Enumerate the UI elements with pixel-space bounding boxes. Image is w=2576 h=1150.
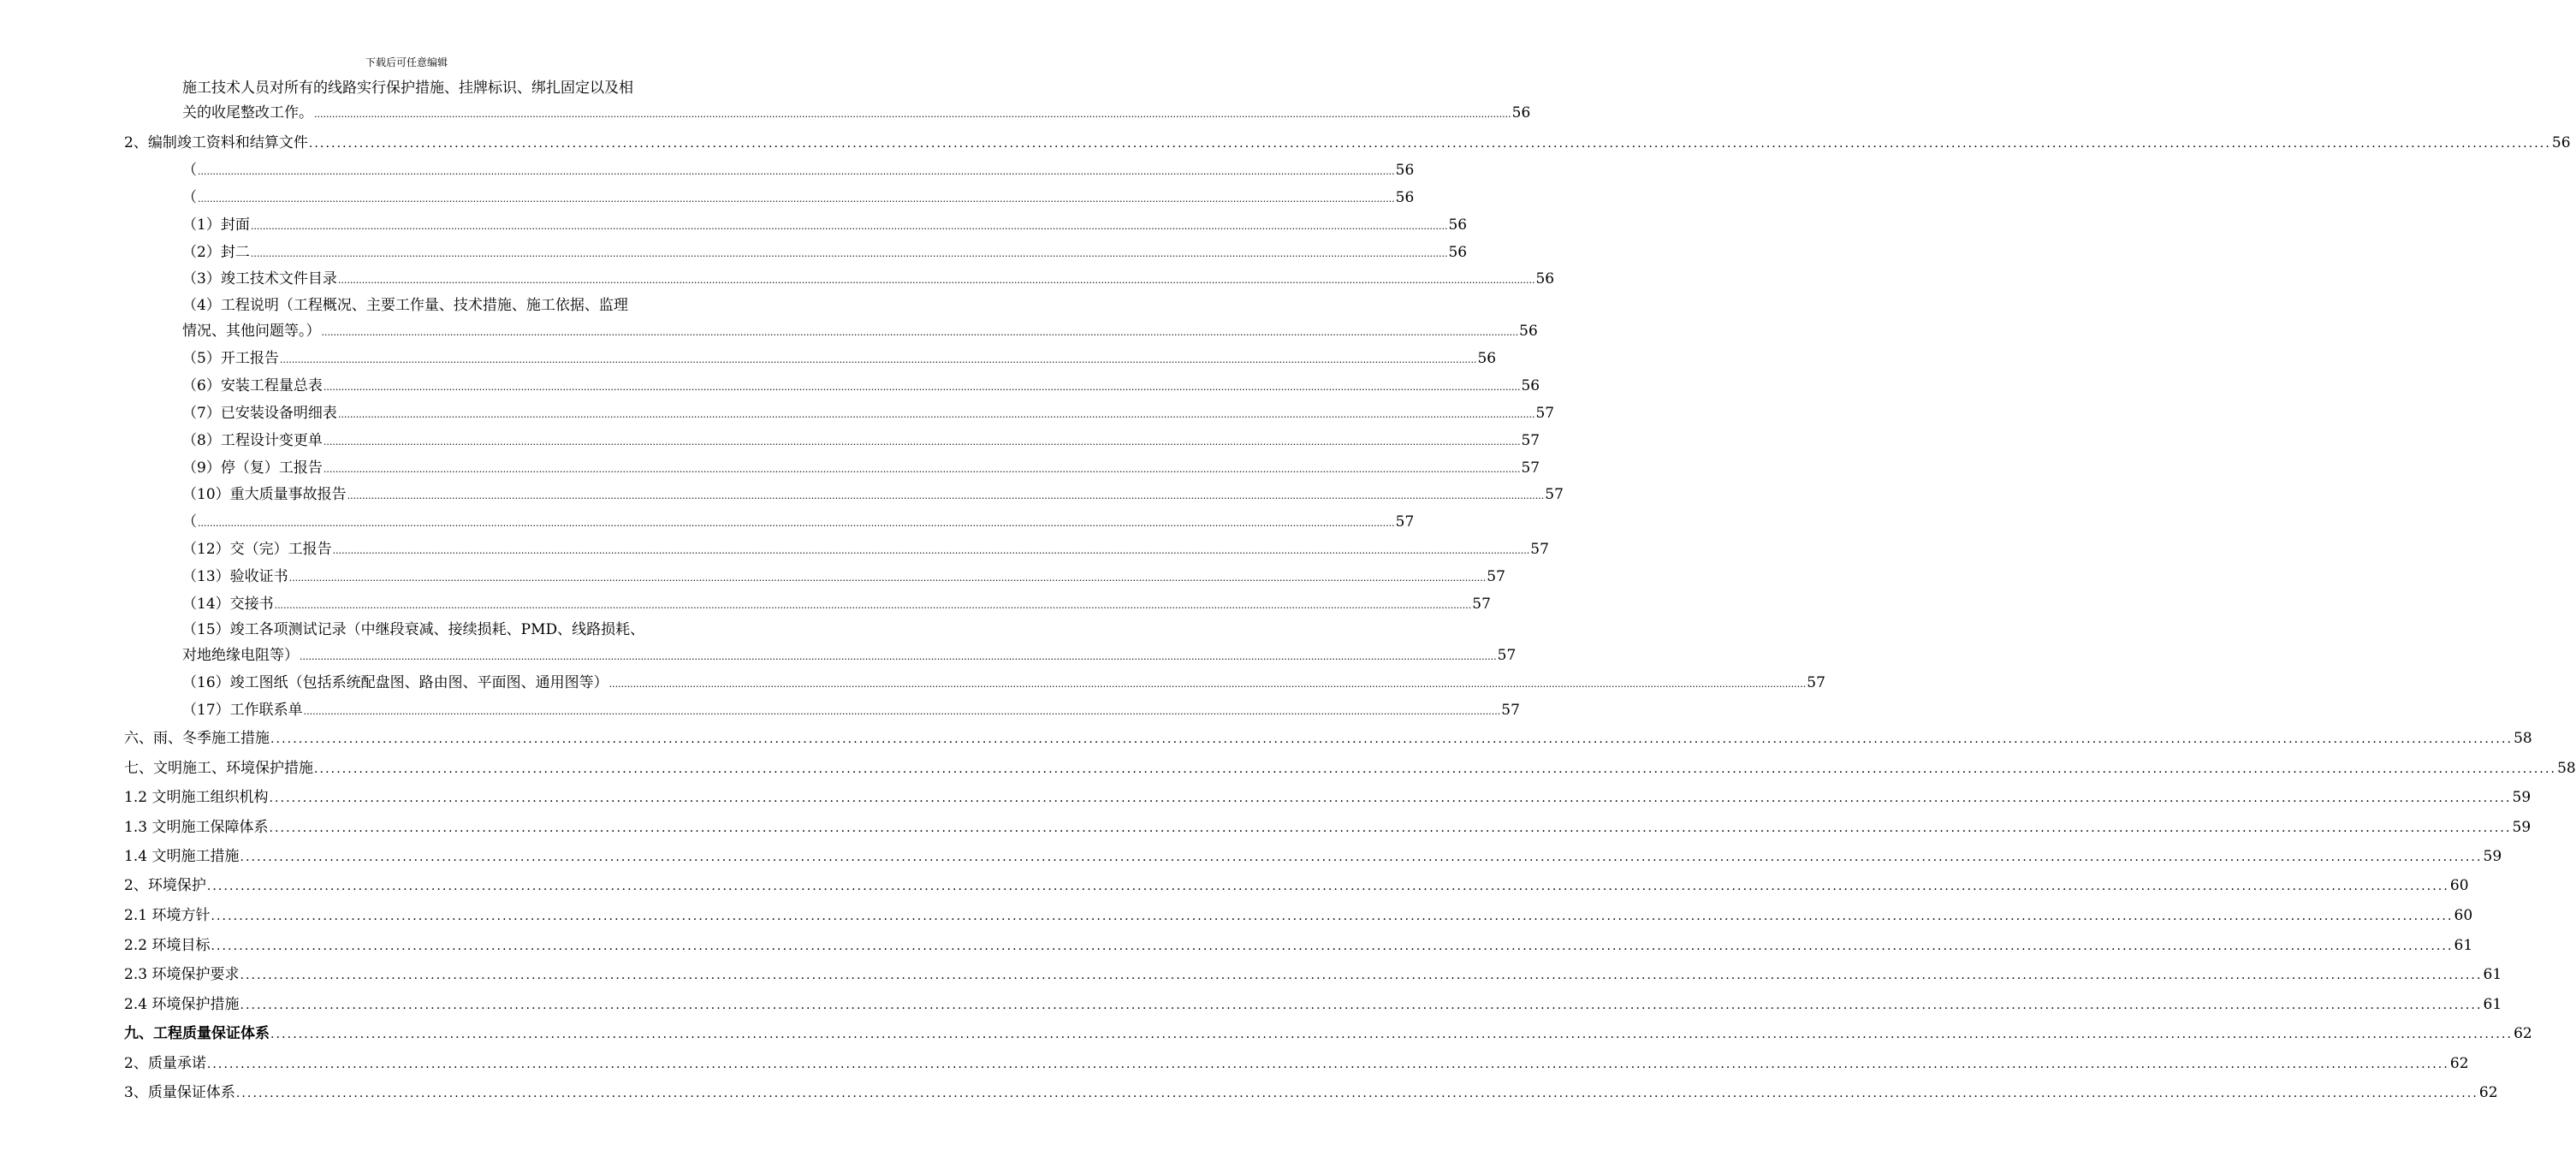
toc-entry[interactable]: [182, 162, 1415, 179]
toc-dot-leader: ................................................................................................................................................................................................................................................................................................................................................................................................................: [332, 545, 1530, 556]
toc-entry[interactable]: [182, 189, 1415, 206]
toc-entry[interactable]: [182, 568, 1505, 585]
toc-entry[interactable]: [182, 350, 1497, 367]
toc-entry-title: 关的收尾整改工作。: [182, 104, 313, 122]
toc-entry-title: 2.2 环境目标: [124, 937, 211, 954]
toc-entry[interactable]: [182, 323, 1538, 340]
toc-entry[interactable]: [124, 1055, 2469, 1072]
toc-dot-leader: ................................................................................................................................................................................................................................................................................................................................................................................................................: [337, 409, 1535, 420]
toc-page-number: 57: [1807, 674, 1825, 691]
toc-page-number: 61: [2454, 937, 2473, 954]
toc-entry-first-line: 施工技术人员对所有的线路实行保护措施、挂牌标识、绑扎固定以及相: [182, 80, 633, 97]
toc-page-number: 56: [1448, 216, 1468, 234]
toc-entry-title: 1.4 文明施工措施: [124, 848, 240, 865]
toc-dot-leader: ................................................................................................................................................................................................................................................................................................................................................................................................................: [321, 327, 1519, 338]
toc-page-number: 59: [2512, 819, 2531, 836]
toc-dot-leader: ................................................................................................................................................................................................................................................................................................................................................................................................................: [279, 354, 1477, 365]
toc-page-number: 61: [2483, 966, 2502, 983]
toc-entry-first-line: （15）竣工各项测试记录（中继段衰减、接续损耗、PMD、线路损耗、: [182, 621, 645, 638]
toc-entry[interactable]: [182, 244, 1468, 261]
toc-entry[interactable]: [124, 937, 2473, 954]
toc-page-number: 58: [2557, 760, 2576, 777]
toc-entry-title: （12）交（完）工报告: [182, 541, 332, 558]
toc-entry-title: （3）竣工技术文件目录: [182, 270, 337, 288]
toc-entry[interactable]: [124, 877, 2469, 894]
toc-dot-leader: ................................................................................................................................................................................................................................................................................................................................................................................................................: [270, 1028, 2514, 1041]
toc-entry-title: （8）工程设计变更单: [182, 432, 323, 449]
toc-page-number: 57: [1395, 513, 1415, 531]
toc-dot-leader: ................................................................................................................................................................................................................................................................................................................................................................................................................: [323, 436, 1521, 448]
toc-entry-title: 六、雨、冬季施工措施: [124, 730, 270, 747]
toc-page-number: 56: [1448, 244, 1468, 261]
toc-page-number: 57: [1472, 596, 1491, 613]
toc-entry[interactable]: [182, 596, 1491, 613]
toc-entry[interactable]: [182, 702, 1520, 719]
toc-page-number: 57: [1521, 432, 1540, 449]
toc-entry[interactable]: [124, 730, 2532, 747]
toc-entry[interactable]: [182, 216, 1468, 234]
toc-dot-leader: ................................................................................................................................................................................................................................................................................................................................................................................................................: [608, 679, 1807, 690]
toc-entry-title: （7）已安装设备明细表: [182, 405, 337, 422]
toc-dot-leader: ................................................................................................................................................................................................................................................................................................................................................................................................................: [250, 248, 1448, 259]
toc-entry-title: （9）停（复）工报告: [182, 459, 323, 477]
toc-entry-title: 情况、其他问题等。）: [182, 323, 321, 340]
toc-dot-leader: ................................................................................................................................................................................................................................................................................................................................................................................................................: [211, 910, 2454, 923]
toc-dot-leader: ................................................................................................................................................................................................................................................................................................................................................................................................................: [206, 880, 2449, 893]
toc-entry-title: 1.3 文明施工保障体系: [124, 819, 269, 836]
toc-dot-leader: ................................................................................................................................................................................................................................................................................................................................................................................................................: [240, 969, 2483, 982]
toc-entry-title: （6）安装工程量总表: [182, 377, 323, 394]
toc-dot-leader: ................................................................................................................................................................................................................................................................................................................................................................................................................: [198, 193, 1395, 205]
toc-entry-title: （: [182, 162, 197, 179]
toc-dot-leader: ................................................................................................................................................................................................................................................................................................................................................................................................................: [198, 166, 1395, 177]
toc-dot-leader: ................................................................................................................................................................................................................................................................................................................................................................................................................: [314, 109, 1511, 120]
toc-dot-leader: ................................................................................................................................................................................................................................................................................................................................................................................................................: [314, 762, 2557, 776]
toc-page-number: 57: [1521, 459, 1540, 477]
toc-entry-title: （17）工作联系单: [182, 702, 303, 719]
toc-dot-leader: ................................................................................................................................................................................................................................................................................................................................................................................................................: [303, 706, 1501, 717]
toc-page-number: 60: [2454, 907, 2473, 924]
toc-dot-leader: ................................................................................................................................................................................................................................................................................................................................................................................................................: [269, 821, 2512, 835]
toc-entry-title: （16）竣工图纸（包括系统配盘图、路由图、平面图、通用图等）: [182, 674, 608, 691]
toc-entry-title: 1.2 文明施工组织机构: [124, 789, 269, 806]
toc-entry-title: 2.4 环境保护措施: [124, 996, 240, 1013]
toc-entry-title: （: [182, 513, 197, 531]
toc-entry-title: 九、工程质量保证体系: [124, 1025, 270, 1042]
toc-dot-leader: ................................................................................................................................................................................................................................................................................................................................................................................................................: [206, 1058, 2449, 1071]
toc-page-number: 57: [1535, 405, 1555, 422]
toc-entry[interactable]: [182, 432, 1540, 449]
toc-page-number: 56: [1535, 270, 1555, 288]
toc-entry[interactable]: [124, 907, 2473, 924]
toc-page-number: 58: [2514, 730, 2532, 747]
toc-entry[interactable]: [182, 377, 1540, 394]
toc-dot-leader: ................................................................................................................................................................................................................................................................................................................................................................................................................: [323, 382, 1521, 393]
toc-entry[interactable]: [182, 459, 1540, 477]
toc-dot-leader: ................................................................................................................................................................................................................................................................................................................................................................................................................: [240, 999, 2483, 1012]
toc-entry[interactable]: [182, 486, 1564, 503]
page-header: 下载后可任意编辑: [365, 56, 448, 68]
toc-entry[interactable]: [124, 819, 2531, 836]
toc-page-number: 62: [2478, 1084, 2498, 1101]
toc-entry[interactable]: [182, 541, 1549, 558]
toc-page-number: 56: [1521, 377, 1540, 394]
toc-dot-leader: ................................................................................................................................................................................................................................................................................................................................................................................................................: [250, 221, 1448, 232]
toc-page-number: 56: [1519, 323, 1538, 340]
toc-page-number: 57: [1487, 568, 1505, 585]
toc-dot-leader: ................................................................................................................................................................................................................................................................................................................................................................................................................: [288, 572, 1487, 584]
toc-entry[interactable]: [182, 513, 1415, 531]
toc-entry-title: 对地绝缘电阻等）: [182, 647, 299, 664]
toc-entry[interactable]: [182, 270, 1555, 288]
toc-entry[interactable]: [124, 848, 2502, 865]
toc-dot-leader: ................................................................................................................................................................................................................................................................................................................................................................................................................: [270, 732, 2514, 746]
toc-entry[interactable]: [124, 996, 2502, 1013]
toc-entry-title: （: [182, 189, 197, 206]
toc-entry[interactable]: [124, 1084, 2498, 1101]
toc-entry[interactable]: [182, 674, 1825, 691]
toc-entry-title: 2.1 环境方针: [124, 907, 211, 924]
toc-dot-leader: ................................................................................................................................................................................................................................................................................................................................................................................................................: [337, 275, 1535, 286]
toc-dot-leader: ................................................................................................................................................................................................................................................................................................................................................................................................................: [240, 851, 2483, 864]
toc-dot-leader: ................................................................................................................................................................................................................................................................................................................................................................................................................: [308, 137, 2551, 151]
toc-page-number: 62: [2449, 1055, 2469, 1072]
toc-entry[interactable]: [182, 405, 1555, 422]
toc-entry-title: （10）重大质量事故报告: [182, 486, 347, 503]
toc-dot-leader: ................................................................................................................................................................................................................................................................................................................................................................................................................: [300, 651, 1497, 662]
toc-entry[interactable]: [124, 966, 2502, 983]
toc-page-number: 56: [1477, 350, 1497, 367]
toc-entry-title: （13）验收证书: [182, 568, 288, 585]
toc-page-number: 56: [1395, 189, 1415, 206]
toc-entry-title: 3、质量保证体系: [124, 1084, 235, 1101]
toc-page-number: 57: [1497, 647, 1517, 664]
toc-dot-leader: ................................................................................................................................................................................................................................................................................................................................................................................................................: [347, 490, 1545, 501]
toc-page-number: 56: [1395, 162, 1415, 179]
toc-dot-leader: ................................................................................................................................................................................................................................................................................................................................................................................................................: [198, 518, 1395, 529]
toc-entry-title: （14）交接书: [182, 596, 274, 613]
toc-dot-leader: ................................................................................................................................................................................................................................................................................................................................................................................................................: [269, 791, 2512, 805]
toc-entry-title: （2）封二: [182, 244, 250, 261]
toc-page-number: 56: [2551, 134, 2571, 151]
toc-page-number: 59: [2512, 789, 2531, 806]
toc-page-number: 56: [1511, 104, 1531, 122]
toc-entry-title: 2、质量承诺: [124, 1055, 206, 1072]
toc-page-number: 57: [1545, 486, 1564, 503]
toc-entry-title: 2.3 环境保护要求: [124, 966, 240, 983]
toc-page-number: 61: [2483, 996, 2502, 1013]
toc-page-number: 62: [2514, 1025, 2532, 1042]
toc-page-number: 60: [2449, 877, 2469, 894]
toc-dot-leader: ................................................................................................................................................................................................................................................................................................................................................................................................................: [323, 464, 1521, 475]
toc-dot-leader: ................................................................................................................................................................................................................................................................................................................................................................................................................: [211, 940, 2454, 953]
toc-entry-title: 2、编制竣工资料和结算文件: [124, 134, 308, 151]
toc-entry[interactable]: [124, 1025, 2532, 1042]
toc-page-number: 57: [1501, 702, 1520, 719]
toc-dot-leader: ................................................................................................................................................................................................................................................................................................................................................................................................................: [274, 600, 1472, 611]
toc-entry-title: 2、环境保护: [124, 877, 206, 894]
toc-page-number: 59: [2483, 848, 2502, 865]
toc-entry-title: （1）封面: [182, 216, 250, 234]
toc-entry-title: 七、文明施工、环境保护措施: [124, 760, 313, 777]
toc-entry[interactable]: [182, 104, 1531, 122]
toc-page-number: 57: [1530, 541, 1549, 558]
toc-entry[interactable]: [124, 760, 2576, 777]
toc-entry[interactable]: [182, 647, 1517, 664]
toc-entry-first-line: （4）工程说明（工程概况、主要工作量、技术措施、施工依据、监理: [182, 297, 628, 314]
toc-entry-title: （5）开工报告: [182, 350, 279, 367]
toc-entry[interactable]: [124, 134, 2571, 151]
toc-dot-leader: ................................................................................................................................................................................................................................................................................................................................................................................................................: [235, 1087, 2478, 1100]
toc-entry[interactable]: [124, 789, 2531, 806]
